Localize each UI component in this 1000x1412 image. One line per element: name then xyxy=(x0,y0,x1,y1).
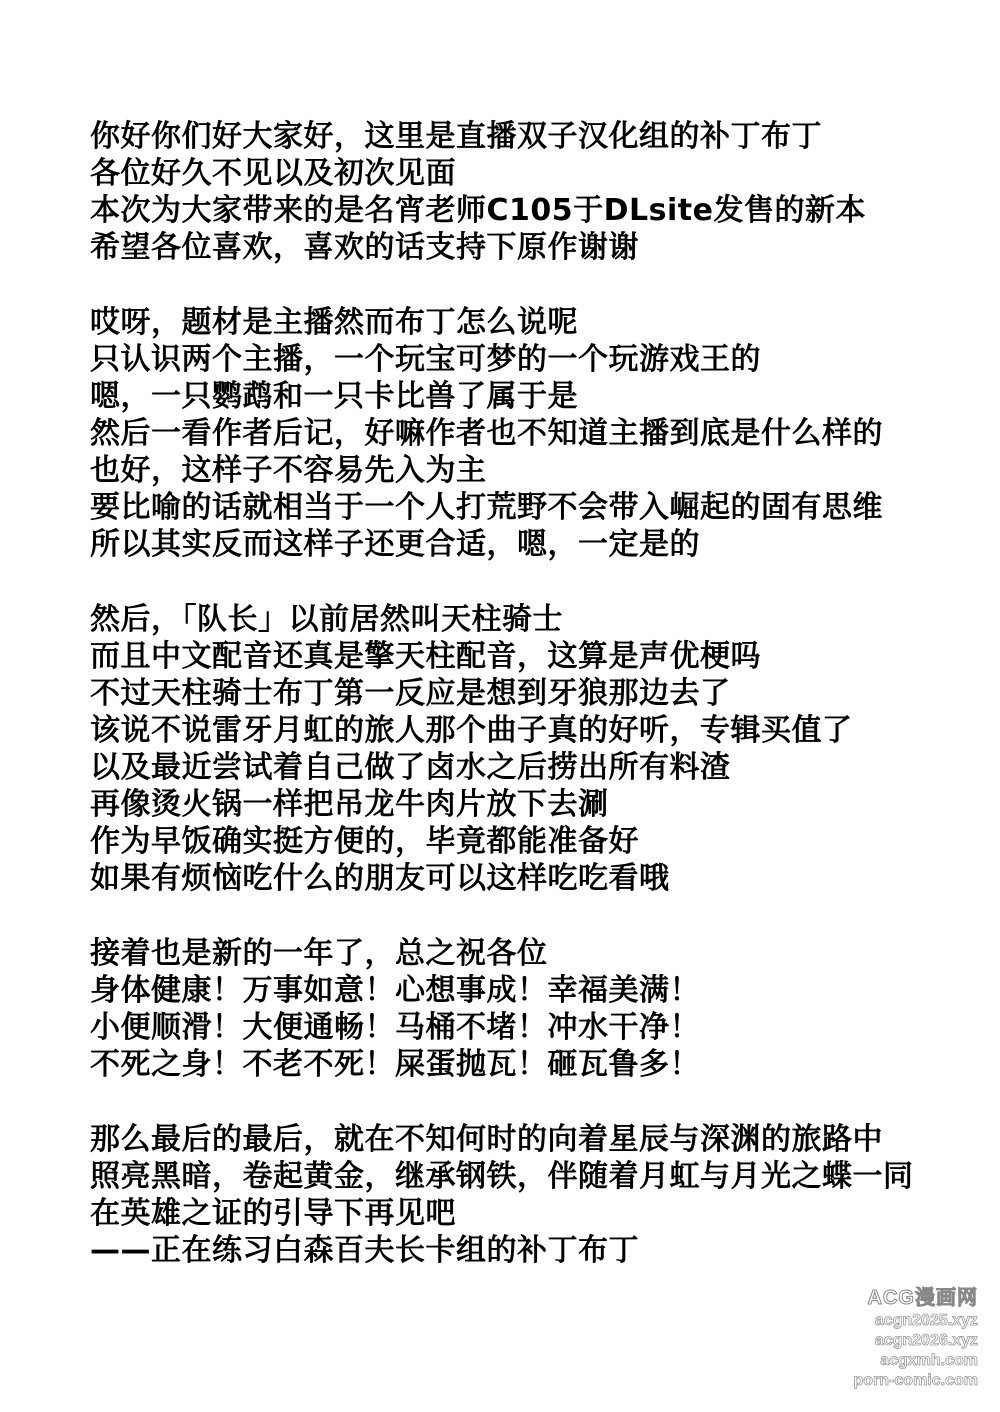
watermark-url: acgn2025.xyz xyxy=(874,1312,978,1329)
text-line: 如果有烦恼吃什么的朋友可以这样吃吃看哦 xyxy=(90,861,670,896)
paragraph-greeting xyxy=(90,118,950,266)
text-line: 小便顺滑！大便通畅！马桶不堵！冲水干净！ xyxy=(90,1010,700,1045)
text-line: 本次为大家带来的是名宵老师C105于DLsite发售的新本 xyxy=(90,193,866,228)
text-line: 不过天柱骑士布丁第一反应是想到牙狼那边去了 xyxy=(90,676,731,711)
text-line: 所以其实反而这样子还更合适，嗯，一定是的 xyxy=(90,527,700,562)
text-line: 以及最近尝试着自己做了卤水之后捞出所有料渣 xyxy=(90,750,731,785)
text-line: 也好，这样子不容易先入为主 xyxy=(90,453,487,488)
paragraph-topic xyxy=(90,304,950,563)
text-line: 身体健康！万事如意！心想事成！幸福美满！ xyxy=(90,973,700,1008)
text-line: 不死之身！不老不死！屎蛋抛瓦！砸瓦鲁多！ xyxy=(90,1047,700,1082)
text-line: 各位好久不见以及初次见面 xyxy=(90,156,456,191)
text-line: 在英雄之证的引导下再见吧 xyxy=(90,1196,456,1231)
paragraph-farewell xyxy=(90,1121,950,1269)
text-line: 只认识两个主播，一个玩宝可梦的一个玩游戏王的 xyxy=(90,342,761,377)
text-line: 照亮黑暗，卷起黄金，继承钢铁，伴随着月虹与月光之蝶一同 xyxy=(90,1159,914,1194)
afterword-text xyxy=(90,118,950,1307)
signature-line: ——正在练习白森百夫长卡组的补丁布丁 xyxy=(90,1233,639,1268)
text-line: 然后，「队长」以前居然叫天柱骑士 xyxy=(90,602,563,637)
text-line: 再像烫火锅一样把吊龙牛肉片放下去涮 xyxy=(90,787,609,822)
text-line: 然后一看作者后记，好嘛作者也不知道主播到底是什么样的 xyxy=(90,416,883,451)
paragraph-new-year xyxy=(90,935,950,1083)
text-line: 接着也是新的一年了，总之祝各位 xyxy=(90,936,548,971)
text-line: 你好你们好大家好，这里是直播双子汉化组的补丁布丁 xyxy=(90,119,822,154)
watermark-url: acgxmh.com xyxy=(880,1352,978,1369)
text-line: 要比喻的话就相当于一个人打荒野不会带入崛起的固有思维 xyxy=(90,490,883,525)
text-line: 希望各位喜欢，喜欢的话支持下原作谢谢 xyxy=(90,230,639,265)
watermark-url: acgn2026.xyz xyxy=(874,1332,978,1349)
watermark-url: porn-comic.com xyxy=(853,1372,978,1389)
text-line: 嗯，一只鹦鹉和一只卡比兽了属于是 xyxy=(90,379,578,414)
text-line: 该说不说雷牙月虹的旅人那个曲子真的好听，专辑买值了 xyxy=(90,713,853,748)
text-line: 作为早饭确实挺方便的，毕竟都能准备好 xyxy=(90,824,639,859)
site-watermark xyxy=(828,1285,978,1391)
text-line: 那么最后的最后，就在不知何时的向着星辰与深渊的旅路中 xyxy=(90,1122,883,1157)
text-line: 而且中文配音还真是擎天柱配音，这算是声优梗吗 xyxy=(90,639,761,674)
watermark-logo: ACG漫画网 xyxy=(867,1287,978,1309)
paragraph-captain xyxy=(90,601,950,897)
text-line: 哎呀，题材是主播然而布丁怎么说呢 xyxy=(90,305,578,340)
